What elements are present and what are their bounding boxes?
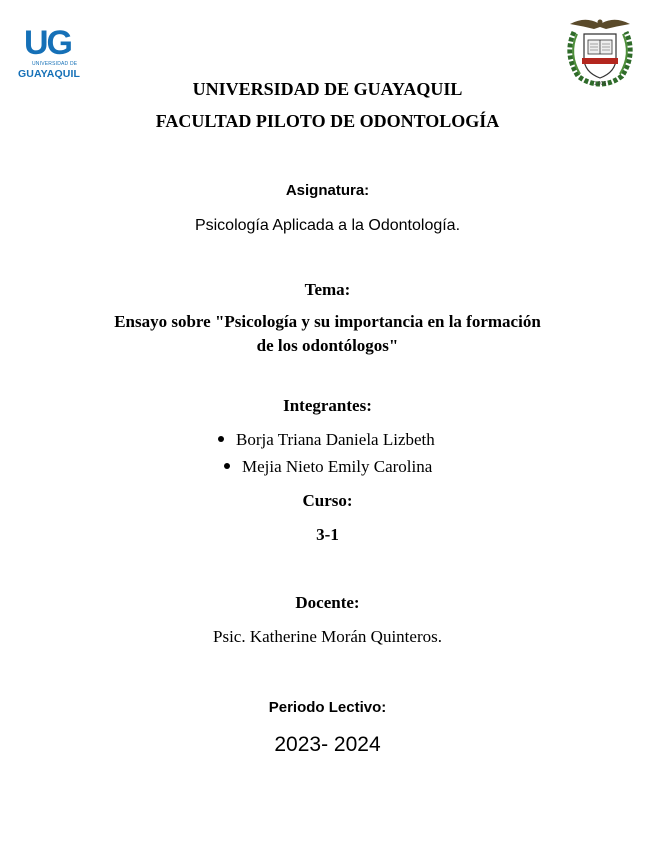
member-name: Mejia Nieto Emily Carolina [242, 457, 433, 476]
list-item [218, 430, 435, 450]
subject-value: Psicología Aplicada a la Odontología. [194, 217, 461, 234]
bullet-icon [218, 436, 224, 442]
ug-logo-subtitle: UNIVERSIDAD DE [32, 61, 78, 67]
course-label: Curso: [302, 491, 353, 510]
topic-line-1: Ensayo sobre "Psicología y su importancia en la formación [114, 312, 541, 331]
course-value: 3-1 [316, 525, 339, 544]
topic-label: Tema: [304, 280, 351, 299]
member-name: Borja Triana Daniela Lizbeth [236, 430, 435, 449]
members-label: Integrantes: [283, 396, 372, 415]
period-label: Periodo Lectivo: [268, 699, 387, 716]
subject-label: Asignatura: [285, 182, 370, 199]
ug-logo [18, 26, 90, 84]
teacher-label: Docente: [295, 593, 360, 612]
crest-year: 1.916 [593, 81, 607, 87]
university-title: UNIVERSIDAD DE GUAYAQUIL [192, 79, 463, 99]
list-item [224, 457, 432, 477]
faculty-title: FACULTAD PILOTO DE ODONTOLOGÍA [155, 111, 500, 131]
ug-logo-letters: UG [24, 24, 71, 62]
period-value: 2023- 2024 [274, 733, 381, 756]
teacher-value: Psic. Katherine Morán Quinteros. [213, 627, 442, 646]
topic-line-2: de los odontólogos" [256, 336, 399, 355]
bullet-icon [224, 463, 230, 469]
ug-logo-city: GUAYAQUIL [18, 68, 80, 80]
